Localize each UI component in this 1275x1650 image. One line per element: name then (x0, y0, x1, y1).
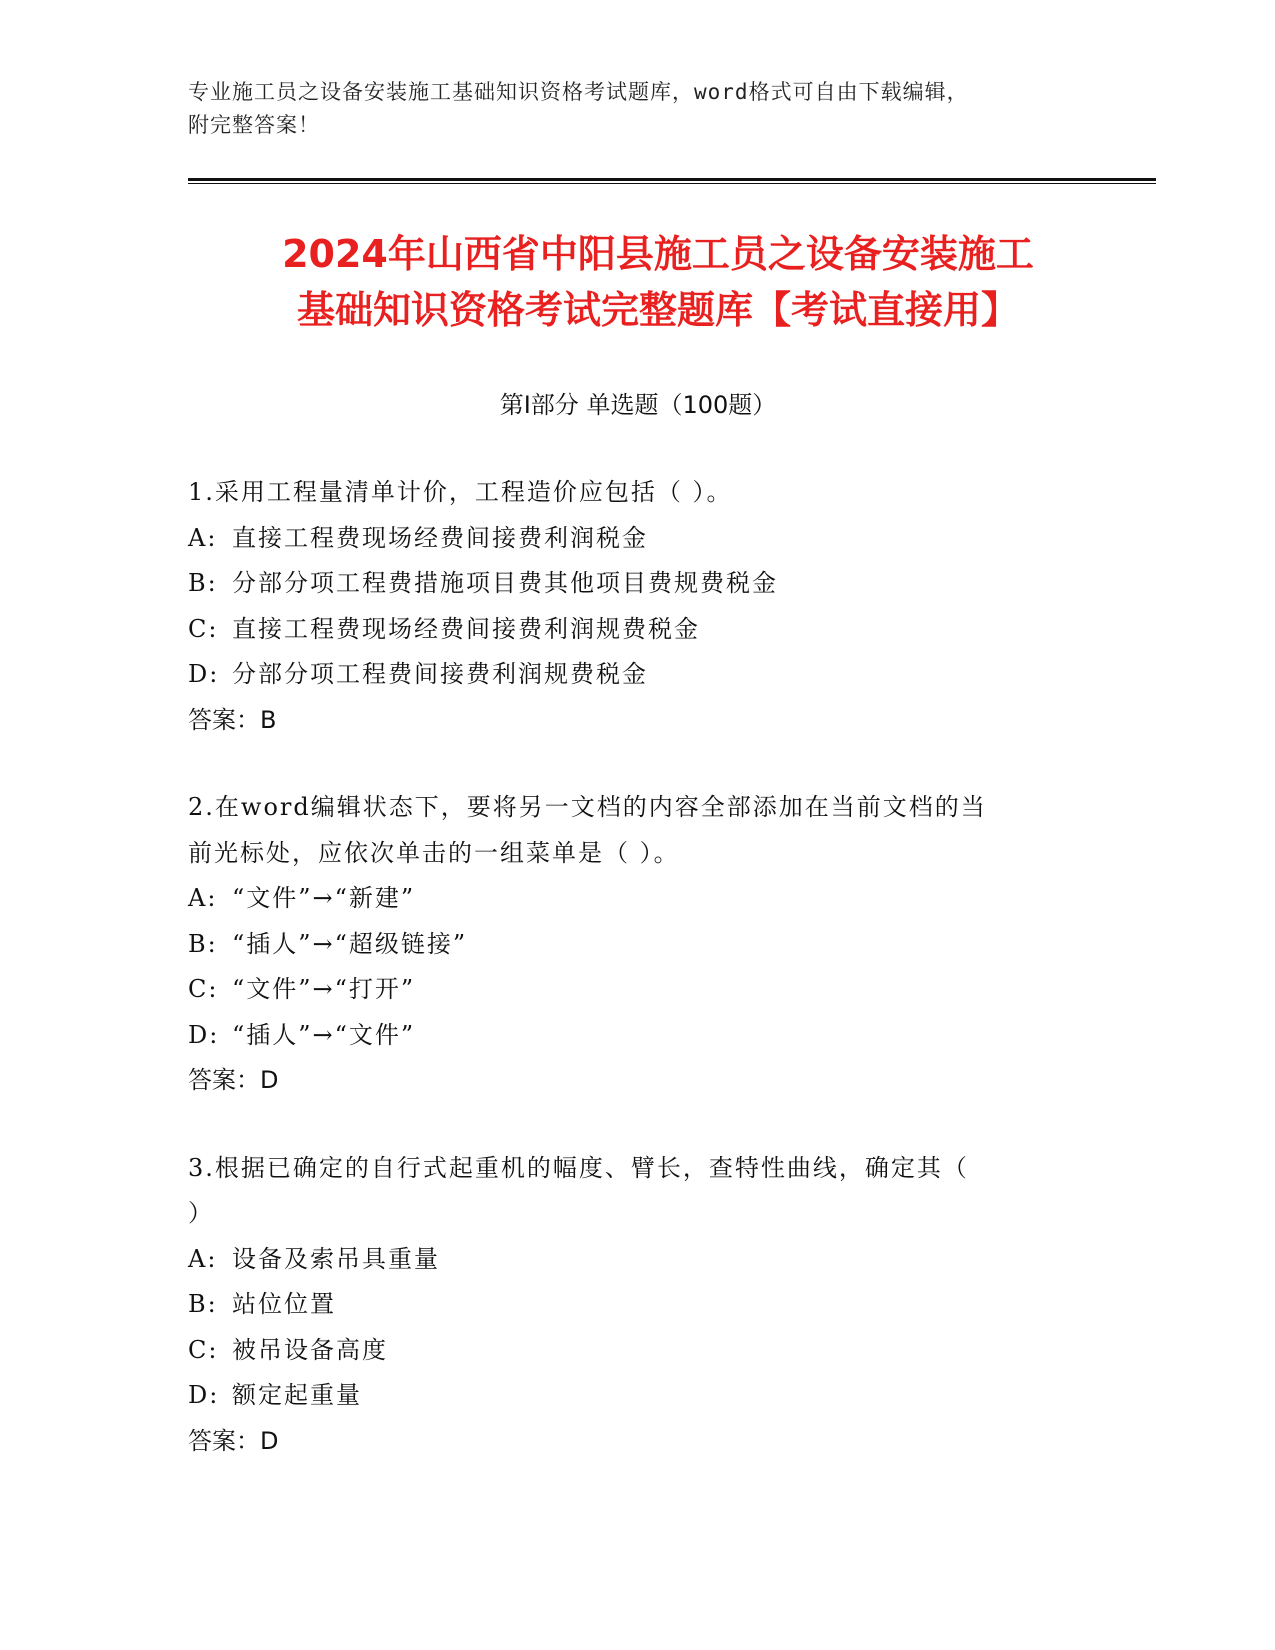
option-text: “文件”→“新建” (232, 884, 416, 912)
option-c (188, 607, 1068, 653)
intro-line-1: 专业施工员之设备安装施工基础知识资格考试题库，word格式可自由下载编辑， (188, 80, 969, 104)
option-letter: A: (188, 884, 218, 912)
question-list (188, 470, 1068, 1506)
option-letter: A: (188, 1244, 218, 1273)
option-text: 分部分项工程费间接费利润规费税金 (232, 660, 648, 688)
option-a (188, 1237, 1068, 1283)
header-divider-thin (188, 183, 1156, 184)
intro-text (188, 76, 1068, 142)
option-text: 站位位置 (232, 1290, 336, 1318)
question-stem-line: 2.在word编辑状态下，要将另一文档的内容全部添加在当前文档的当 (188, 793, 987, 821)
option-c (188, 967, 1068, 1013)
option-a (188, 516, 1068, 562)
option-text: “插人”→“超级链接” (232, 929, 468, 958)
option-letter: D: (188, 1381, 220, 1409)
option-c (188, 1328, 1068, 1374)
intro-line-2: 附完整答案！ (188, 113, 320, 137)
option-letter: A: (188, 523, 218, 552)
header-divider-thick (188, 178, 1156, 181)
document-title (188, 226, 1128, 338)
option-letter: D: (188, 660, 220, 688)
option-text: “插人”→“文件” (232, 1020, 416, 1049)
answer-line: 答案：D (188, 1426, 279, 1455)
option-d (188, 1013, 1068, 1059)
option-b (188, 922, 1068, 968)
question-stem-line: 3.根据已确定的自行式起重机的幅度、臂长，查特性曲线，确定其（ (188, 1153, 969, 1182)
answer-line: 答案：D (188, 1066, 279, 1094)
answer-line: 答案：B (188, 705, 277, 734)
question-2 (188, 785, 1068, 1104)
option-d (188, 1373, 1068, 1419)
option-text: 被吊设备高度 (232, 1335, 388, 1364)
option-letter: D: (188, 1020, 220, 1049)
option-text: 设备及索吊具重量 (232, 1244, 440, 1273)
option-b (188, 1282, 1068, 1328)
option-letter: C: (188, 1335, 219, 1364)
option-letter: B: (188, 569, 218, 597)
option-b (188, 561, 1068, 607)
option-text: 分部分项工程费措施项目费其他项目费规费税金 (232, 569, 778, 597)
option-letter: C: (188, 975, 219, 1003)
option-text: 直接工程费现场经费间接费利润税金 (232, 523, 648, 552)
option-d (188, 652, 1068, 698)
question-stem-line: 前光标处，应依次单击的一组菜单是（ ）。 (188, 838, 680, 867)
option-a (188, 876, 1068, 922)
section-heading: 第Ⅰ部分 单选题（100题） (499, 391, 777, 419)
title-line-1: 2024年山西省中阳县施工员之设备安装施工 (282, 232, 1034, 276)
question-stem-line: 1.采用工程量清单计价，工程造价应包括（ ）。 (188, 478, 733, 506)
option-letter: C: (188, 614, 219, 643)
title-line-2: 基础知识资格考试完整题库【考试直接用】 (296, 288, 1019, 332)
option-text: 直接工程费现场经费间接费利润规费税金 (232, 614, 700, 643)
question-3 (188, 1146, 1068, 1465)
option-text: “文件”→“打开” (232, 975, 416, 1003)
option-letter: B: (188, 929, 218, 958)
option-letter: B: (188, 1290, 218, 1318)
question-1 (188, 470, 1068, 743)
option-text: 额定起重量 (232, 1381, 362, 1409)
question-stem-line: ） (188, 1199, 214, 1227)
